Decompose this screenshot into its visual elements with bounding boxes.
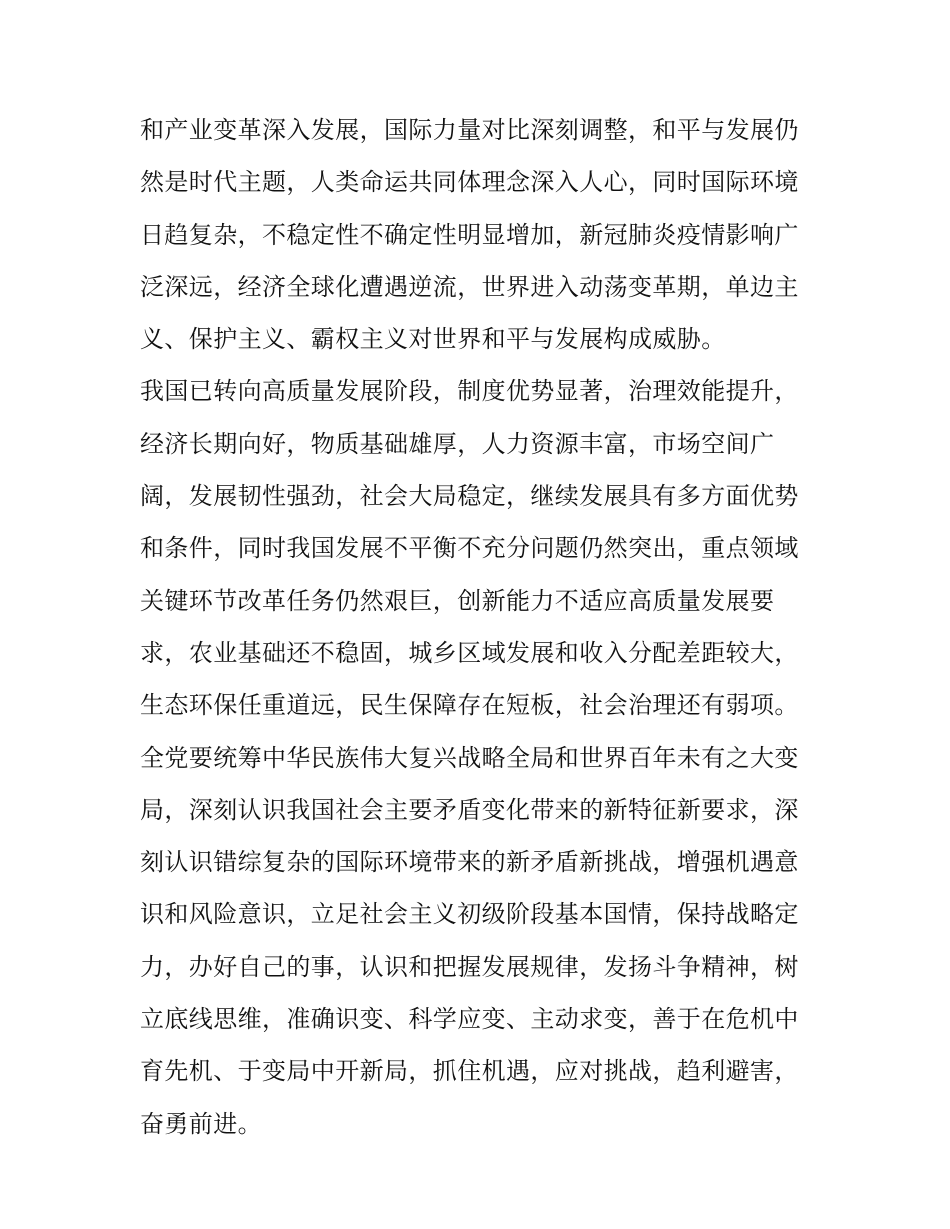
text-line: 立底线思维，准确识变、科学应变、主动求变，善于在危机中 (140, 1005, 799, 1034)
text-line: 全党要统筹中华民族伟大复兴战略全局和世界百年未有之大变 (140, 743, 799, 772)
text-line: 局，深刻认识我国社会主要矛盾变化带来的新特征新要求，深 (140, 795, 799, 824)
text-line: 经济长期向好，物质基础雄厚，人力资源丰富，市场空间广 (140, 429, 775, 458)
text-line: 和产业变革深入发展，国际力量对比深刻调整，和平与发展仍 (140, 116, 799, 144)
body-text (140, 104, 820, 1150)
text-line: 奋勇前进。 (140, 1109, 262, 1138)
text-line: 日趋复杂，不稳定性不确定性明显增加，新冠肺炎疫情影响广 (140, 220, 799, 249)
text-line: 和条件，同时我国发展不平衡不充分问题仍然突出，重点领域 (140, 534, 799, 563)
text-line: 泛深远，经济全球化遭遇逆流，世界进入动荡变革期，单边主 (140, 272, 799, 301)
text-line: 刻认识错综复杂的国际环境带来的新矛盾新挑战，增强机遇意 (140, 848, 799, 877)
text-line: 力，办好自己的事，认识和把握发展规律，发扬斗争精神，树 (140, 952, 799, 981)
text-line: 求，农业基础还不稳固，城乡区域发展和收入分配差距较大， (140, 638, 799, 667)
text-line: 育先机、于变局中开新局，抓住机遇，应对挑战，趋利避害， (140, 1057, 799, 1086)
text-line: 义、保护主义、霸权主义对世界和平与发展构成威胁。 (140, 325, 726, 354)
text-line: 我国已转向高质量发展阶段，制度优势显著，治理效能提升， (140, 377, 799, 406)
text-line: 阔，发展韧性强劲，社会大局稳定，继续发展具有多方面优势 (140, 482, 799, 511)
text-line: 识和风险意识，立足社会主义初级阶段基本国情，保持战略定 (140, 900, 799, 929)
text-line: 然是时代主题，人类命运共同体理念深入人心，同时国际环境 (140, 168, 799, 197)
text-line: 关键环节改革任务仍然艰巨，创新能力不适应高质量发展要 (140, 586, 775, 615)
text-line: 生态环保任重道远，民生保障存在短板，社会治理还有弱项。 (140, 691, 799, 720)
